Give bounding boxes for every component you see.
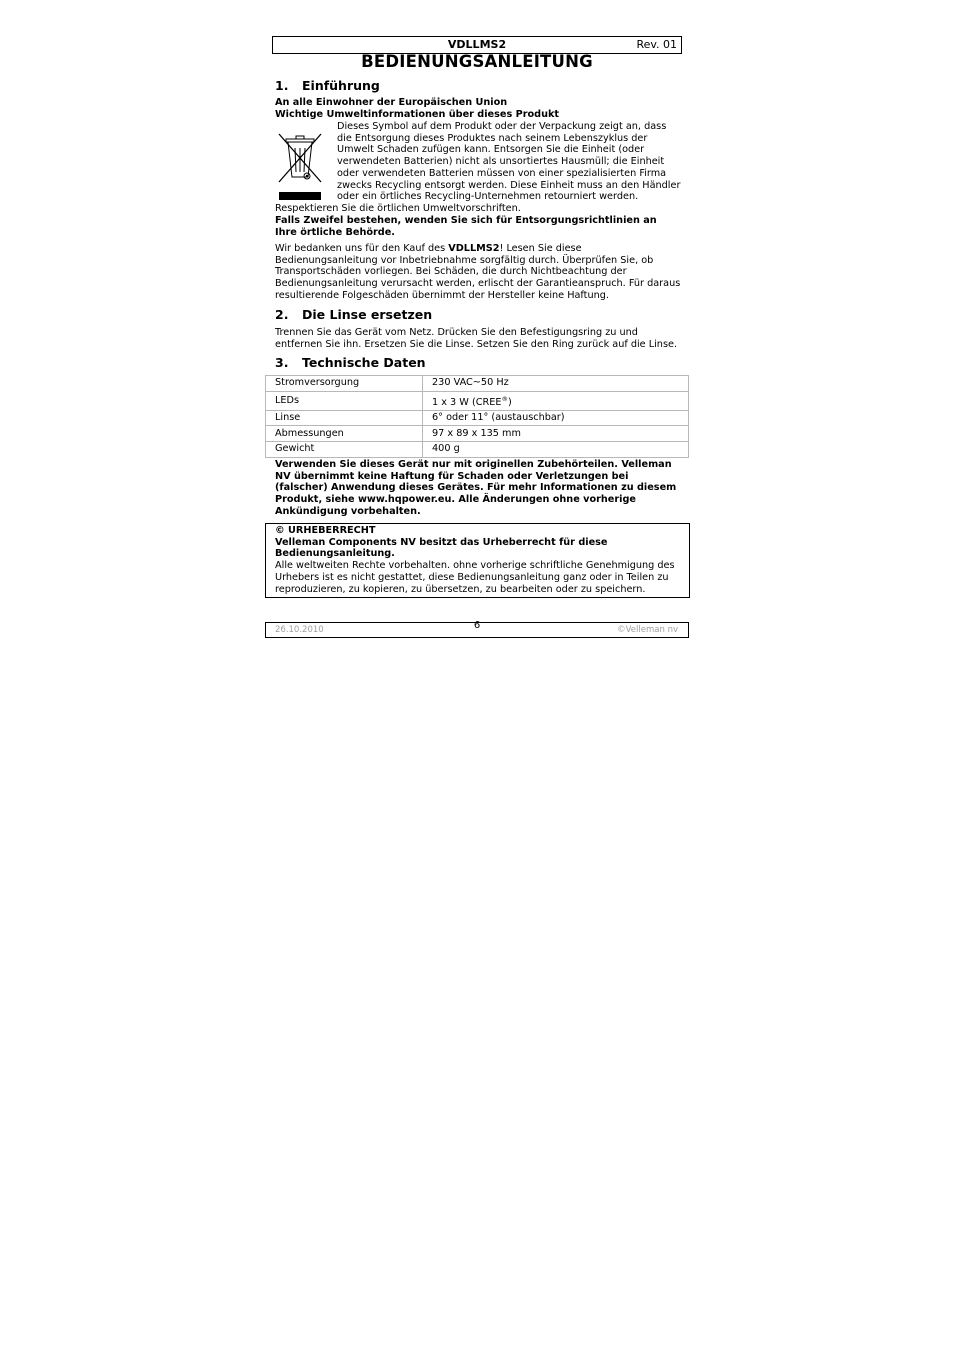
spec-value-close: )	[507, 396, 512, 408]
copyright-heading: © URHEBERRECHT	[275, 525, 376, 536]
copyright-owner: Velleman Components NV besitzt das Urheberrecht für diese Bedienungsanleitung.	[275, 536, 608, 560]
section-2-number: 2.	[275, 307, 289, 322]
thanks-post: ! Lesen Sie diese Bedienungsanleitung vor Inbetriebnahme sorgfältig durch. Überprüfen Sie, ob Transportschäden vorliegen. Bei Schäden, die durch Nichtbeachtung der Bedienungsanleitung verursacht werden, erlischt der Garantieanspruch. Für daraus resultierende Folgeschäden übernimmt der Hersteller keine Haftung.	[275, 243, 681, 301]
weee-bin-icon	[277, 132, 323, 202]
spec-key: Stromversorgung	[266, 376, 423, 392]
footer-copyright: ©Velleman nv	[617, 625, 678, 635]
page-number: 6	[473, 620, 481, 631]
table-row	[266, 410, 689, 426]
spec-value	[423, 391, 689, 410]
spec-table	[265, 375, 689, 458]
header-model: VDLLMS2	[447, 38, 507, 51]
doubt-notice: Falls Zweifel bestehen, wenden Sie sich für Entsorgungsrichtlinien an Ihre örtliche Behörde.	[275, 215, 657, 238]
table-row	[266, 376, 689, 392]
document-title: BEDIENUNGSANLEITUNG	[361, 52, 593, 71]
section-1-number: 1.	[275, 78, 289, 93]
environment-info-line: Wichtige Umweltinformationen über dieses Produkt	[275, 109, 560, 120]
spec-value-text: 1 x 3 W (CREE	[432, 396, 502, 408]
section-2-title: Die Linse ersetzen	[302, 307, 433, 322]
section-1-title: Einführung	[302, 78, 380, 93]
section-3-title: Technische Daten	[302, 355, 426, 370]
section-2-heading	[275, 307, 432, 322]
spec-value: 6° oder 11° (austauschbar)	[423, 410, 689, 426]
spec-key: Gewicht	[266, 442, 423, 458]
accessories-notice: Verwenden Sie dieses Gerät nur mit originellen Zubehörteilen. Velleman NV übernimmt keine Haftung für Schaden oder Verletzungen bei (falscher) Anwendung dieses Gerätes. Für mehr Informationen zu diesem Produkt, siehe www.hqpower.eu. Alle Änderungen ohne vorherige Ankündigung vorbehalten.	[275, 459, 677, 517]
table-row	[266, 426, 689, 442]
page-footer	[265, 622, 689, 638]
registered-mark: ®	[501, 394, 508, 403]
spec-key: Linse	[266, 410, 423, 426]
eu-residents-line: An alle Einwohner der Europäischen Union	[275, 97, 508, 108]
section-3-number: 3.	[275, 355, 289, 370]
thanks-pre: Wir bedanken uns für den Kauf des	[275, 243, 449, 254]
spec-value: 97 x 89 x 135 mm	[423, 426, 689, 442]
spec-value: 400 g	[423, 442, 689, 458]
table-row	[266, 391, 689, 410]
table-row	[266, 442, 689, 458]
spec-key: Abmessungen	[266, 426, 423, 442]
copyright-text: Alle weltweiten Rechte vorbehalten. ohne vorherige schriftliche Genehmigung des Urhebers ist es nicht gestattet, diese Bedienungsanleitung ganz oder in Teilen zu reproduzieren, zu kopieren, zu übersetzen, zu bearbeiten oder zu speichern.	[275, 560, 675, 595]
section-3-heading	[275, 355, 426, 370]
thanks-paragraph	[275, 243, 681, 302]
spec-key: LEDs	[266, 391, 423, 410]
section-1-heading	[275, 78, 380, 93]
weee-description: Dieses Symbol auf dem Produkt oder der Verpackung zeigt an, dass die Entsorgung dieses Produktes nach seinem Lebenszyklus der Umwelt Schaden zufügen kann. Entsorgen Sie die Einheit (oder verwendeten Batterien) nicht als unsortiertes Hausmüll; die Einheit oder verwendeten Batterien müssen von einer spezialisierten Firma zwecks Recycling entsorgt werden. Diese Einheit muss an den Händler oder ein örtliches Recycling-Unternehmen retourniert werden.	[337, 121, 681, 203]
footer-date: 26.10.2010	[275, 625, 324, 635]
header-revision: Rev. 01	[636, 38, 677, 51]
respect-regulations: Respektieren Sie die örtlichen Umweltvorschriften.	[275, 203, 521, 214]
lens-replace-text: Trennen Sie das Gerät vom Netz. Drücken Sie den Befestigungsring zu und entfernen Sie ihn. Ersetzen Sie die Linse. Setzen Sie den Ring zurück auf die Linse.	[275, 327, 678, 350]
spec-value: 230 VAC~50 Hz	[423, 376, 689, 392]
thanks-model: VDLLMS2	[448, 243, 500, 254]
copyright-box	[265, 523, 690, 598]
